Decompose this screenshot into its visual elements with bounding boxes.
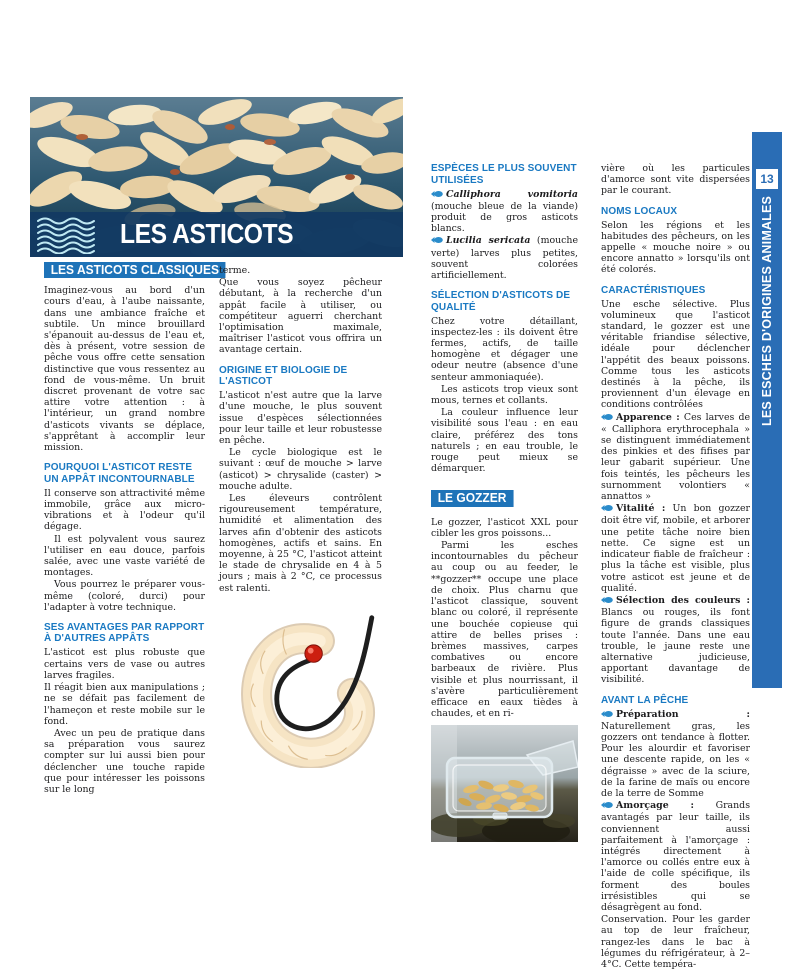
species-text: (mouche verte) larves plus petites, souvent colorées artificiellement. xyxy=(431,235,578,281)
fish-bullet-icon xyxy=(601,801,613,812)
column-2 xyxy=(219,265,382,768)
fish-bullet-icon xyxy=(601,413,613,424)
subhead-noms-locaux: NOMS LOCAUX xyxy=(601,205,678,217)
fish-bullet-icon xyxy=(431,190,443,201)
paragraph: vière où les particules d'amorce sont vite dispersées par le courant. xyxy=(601,163,750,197)
feature-item xyxy=(601,709,750,800)
feature-item xyxy=(601,412,750,503)
feature-label: Vitalité : xyxy=(616,503,666,515)
maggot-on-hook-illustration xyxy=(226,608,376,768)
paragraph: Que vous soyez pêcheur débutant, à la recherche d'un appât facile à utiliser, ou compétiteur aguerri cherchant l'optimisation maximale, maîtriser l'asticot vous offrira un avantage certain. xyxy=(219,277,382,356)
feature-text: Blancs ou rouges, ils font figure de grands classiques toute l'année. Dans une eau trouble, le jaune reste une alternative judicieuse, apportant davantage de visibilité. xyxy=(601,607,750,686)
paragraph: Les asticots trop vieux sont mous, ternes et collants. xyxy=(431,383,578,407)
column-4 xyxy=(601,163,750,971)
paragraph: L'asticot est plus robuste que certains vers de vase ou autres larves fragiles. xyxy=(44,647,205,681)
subhead-especes: ESPÈCES LE PLUS SOUVENT UTILISÉES xyxy=(431,163,577,186)
article-title-band xyxy=(30,212,403,257)
section-header-le-gozzer: LE GOZZER xyxy=(431,490,513,506)
paragraph: Le gozzer, l'asticot XXL pour cibler les gros poissons... xyxy=(431,516,578,539)
paragraph: Le cycle biologique est le suivant : œuf de mouche > larve (asticot) > chrysalide (caster) > mouche adulte. xyxy=(219,447,382,492)
paragraph: Selon les régions et les habitudes des pêcheurs, on les appelle « mouche noire » ou encore annatto » lorsqu'ils ont été colorés. xyxy=(601,219,750,276)
feature-item xyxy=(601,503,750,594)
fish-bullet-icon xyxy=(601,710,613,721)
feature-text: Ces larves de « Calliphora erythrocephala » se distinguent immédiatement des pinkies et des fifises par leur gabarit supérieur. Une fois teintés, les pêcheurs les surnomment volontiers « annattos » xyxy=(601,411,751,503)
paragraph: Chez votre détaillant, inspectez-les : ils doivent être fermes, actifs, de taille homogène et dégager une odeur neutre (absence d'une senteur ammoniaquée). xyxy=(431,315,578,383)
page-number: 13 xyxy=(756,169,778,189)
paragraph: Parmi les esches incontournables du pêcheur au coup ou au feeder, le **gozzer** occupe une place de choix. Plus charnu que l'asticot classique, souvent blanc ou coloré, il représente une bouchée copieuse qui attire de belles prises : brèmes massives, carpes combatives ou encore barbeaux de rivière. Plus visible et plus nourrissant, il s'avère particulièrement efficace en eaux tièdes à chaudes, et en ri- xyxy=(431,540,578,720)
chapter-sidebar xyxy=(752,132,782,688)
feature-item xyxy=(601,800,750,913)
species-item xyxy=(431,189,578,235)
paragraph: Il conserve son attractivité même immobile, grâce aux micro-vibrations et à l'odeur qu'il dégage. xyxy=(44,487,205,533)
maggot-box-photo xyxy=(431,725,578,842)
feature-label: Préparation : xyxy=(616,708,750,720)
paragraph: Avec un peu de pratique dans sa préparation vous saurez compter sur lui aussi bien pour déclencher une touche rapide que pour intéresser les poissons sur le long xyxy=(44,727,205,795)
paragraph: L'asticot n'est autre que la larve d'une mouche, le plus souvent issue d'espèces sélectionnées pour leur taille et leur robustesse en pêche. xyxy=(219,390,382,446)
species-item xyxy=(431,235,578,281)
column-1 xyxy=(44,262,219,796)
paragraph: Il est polyvalent vous saurez l'utiliser en eau douce, parfois salée, avec une vaste variété de montages. xyxy=(44,533,205,579)
section-header-asticots-classiques: LES ASTICOTS CLASSIQUES xyxy=(44,262,226,278)
paragraph: terme. xyxy=(219,265,251,276)
subhead-pourquoi: POURQUOI L'ASTICOT RESTE UN APPÂT INCONTOURNABLE xyxy=(44,462,195,485)
paragraph: Conservation. Pour les garder au top de leur fraîcheur, rangez-les dans le bac à légumes du réfrigérateur, à 2–4°C. Cette tempéra- xyxy=(601,914,750,970)
subhead-avant-la-peche: AVANT LA PÊCHE xyxy=(601,694,689,706)
subhead-selection: SÉLECTION D'ASTICOTS DE QUALITÉ xyxy=(431,290,571,313)
column-3 xyxy=(431,163,578,842)
chapter-title-vertical: LES ESCHES D'ORIGINES ANIMALES xyxy=(760,195,774,426)
feature-text: Naturellement gras, les gozzers ont tendance à flotter. Pour les alourdir et favoriser une descente rapide, on les « dégraisse » avec de la sciure, de la farine de maïs ou encore de la terre de Somme xyxy=(601,720,750,799)
subhead-caracteristiques: CARACTÉRISTIQUES xyxy=(601,284,706,296)
feature-label: Apparence : xyxy=(616,411,680,423)
species-name: Lucilia sericata xyxy=(446,235,531,247)
fish-bullet-icon xyxy=(601,596,613,607)
paragraph: Vous pourrez le préparer vous-même (coloré, durci) pour l'adapter à votre technique. xyxy=(44,579,205,613)
feature-text: Un bon gozzer doit être vif, mobile, et arborer une petite tâche noire bien nette. Ce signe est un indicateur fiable de fraîcheur : plus la tâche est visible, plus votre asticot est jeune et de qualité. xyxy=(601,503,750,594)
fish-bullet-icon xyxy=(601,504,613,515)
paragraph: Il réagit bien aux manipulations ; ne se défait pas facilement de l'hameçon et reste mobile sur le fond. xyxy=(44,682,205,727)
feature-text: Grands avantagés par leur taille, ils conviennent aussi parfaitement à l'amorçage : intégrés directement à l'amorce ou collés entre eux à l'aide de colle spécifique, ils forment des boules irrésistibles qui se désagrègent au fond. xyxy=(601,800,750,913)
waves-icon xyxy=(36,216,98,254)
paragraph: Les éleveurs contrôlent rigoureusement température, humidité et alimentation des larves afin d'obtenir des asticots homogènes, actifs et sains. En moyenne, à 25 °C, l'asticot atteint le stade de chrysalide en 4 à 5 jours ; mais à 2 °C, ce processus est ralenti. xyxy=(219,492,382,594)
paragraph: Une esche sélective. Plus volumineux que l'asticot standard, le gozzer est une véritable friandise sélective, idéale pour déclencher l'appétit des beaux poissons. Comme tous les asticots destinés à la pêche, ils proviennent d'un élevage en conditions contrôlées xyxy=(601,298,750,411)
fish-bullet-icon xyxy=(431,236,443,247)
subhead-avantages: SES AVANTAGES PAR RAPPORT À D'AUTRES APPÂTS xyxy=(44,621,205,645)
species-name: Calliphora vomitoria xyxy=(446,188,578,200)
feature-label: Amorçage : xyxy=(616,800,695,812)
species-text: (mouche bleue de la viande) produit de gros asticots blancs. xyxy=(431,200,578,235)
feature-label: Sélection des couleurs : xyxy=(616,594,750,606)
feature-item xyxy=(601,595,750,686)
paragraph: La couleur influence leur visibilité sous l'eau : en eau claire, préférez des tons naturels ; en eau trouble, le rouge peut mieux se démarquer. xyxy=(431,407,578,475)
paragraph: Imaginez-vous au bord d'un cours d'eau, à l'aube naissante, dans une ambiance fraîche et subtile. Un mince brouillard s'épanouit au-dessus de l'eau et, dès à présent, votre session de pêche vous offre cette sensation distinctive que vous ressentez au fond de vous-même. Un bruit discret provenant de votre sac attire votre attention : à l'intérieur, un grand nombre d'asticots vivants se déplace, s'apprêtant à accomplir leur mission. xyxy=(44,285,205,454)
subhead-origine: ORIGINE ET BIOLOGIE DE L'ASTICOT xyxy=(219,364,348,388)
page-title: LES ASTICOTS xyxy=(120,217,294,249)
